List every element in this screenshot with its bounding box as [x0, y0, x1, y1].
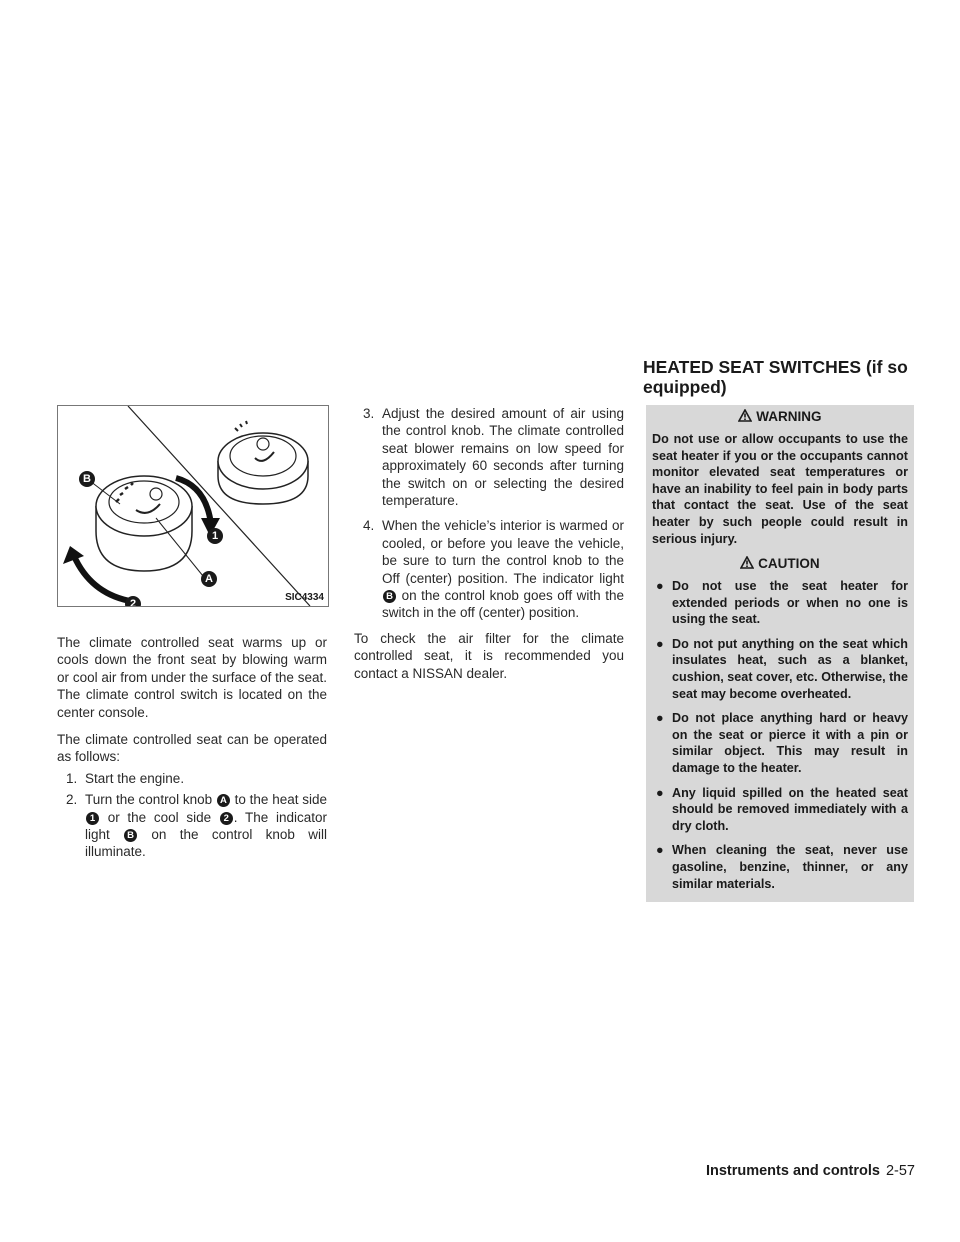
lower-knob	[96, 476, 192, 571]
warning-text: Do not use or allow occupants to use the seat heater if you or the occupants cannot monitor elevated seat temperatures or have an inability to feel pain in body parts that contact the seat. Use of the seat heater by such people could result in serious injury.	[652, 432, 908, 546]
step-1: 1. Start the engine.	[66, 770, 185, 786]
caution-item: ● Any liquid spilled on the heated seat should be removed immediately with a dry cloth.	[656, 785, 908, 833]
caution-item: ● Do not put anything on the seat which insulates heat, such as a blanket, cushion, seat cover, etc. Otherwise, the seat may become overheated.	[656, 636, 908, 701]
marker-b: B	[383, 590, 396, 603]
caution-header	[646, 552, 914, 576]
caution-item: ● Do not use the seat heater for extended periods or when no one is using the seat.	[656, 579, 908, 627]
control-knob-diagram	[58, 406, 328, 606]
intro-paragraph: The climate controlled seat warms up or cools down the front seat by blowing warm or cool air from under the surface of the seat. The climate control switch is located on the center console.	[57, 635, 327, 720]
caution-icon	[740, 556, 754, 569]
caution-item: ● Do not place anything hard or heavy on the seat or pierce it with a pin or similar object. This may result in damage to the heater.	[656, 711, 908, 775]
page-number: 2-57	[885, 1163, 915, 1179]
step-2: 2. Turn the control knob A to the heat side 1 or the cool side 2 . The indicator light B on the control knob will illuminate.	[66, 792, 327, 860]
marker-1: 1	[86, 812, 99, 825]
caution-label: CAUTION	[758, 556, 820, 571]
warning-header	[646, 405, 914, 429]
callout-b: B	[79, 471, 95, 487]
footer-section: Instruments and controls	[705, 1163, 880, 1179]
step-4: 4. When the vehicle’s interior is warmed or cooled, or before you leave the vehicle, be sure to turn the control knob to the Off (center) position. The indicator light B on the control knob goes off with the switch in the off (center) position.	[363, 518, 624, 621]
operate-paragraph: The climate controlled seat can be operated as follows:	[57, 732, 327, 765]
steps-list-left	[57, 770, 327, 861]
callout-1: 1	[207, 528, 223, 544]
warning-box	[646, 405, 914, 557]
caution-item: ● When cleaning the seat, never use gasoline, benzine, thinner, or any similar materials.	[656, 843, 908, 891]
left-column	[57, 634, 327, 865]
caution-list	[646, 576, 914, 902]
filter-paragraph: To check the air filter for the climate controlled seat, it is recommended you contact a NISSAN dealer.	[354, 630, 624, 681]
warning-label: WARNING	[756, 409, 822, 424]
callout-a: A	[201, 571, 217, 587]
callout-2: 2	[125, 596, 141, 607]
steps-list-middle	[354, 405, 624, 622]
upper-knob	[218, 421, 308, 504]
caution-box	[646, 552, 914, 902]
warning-icon	[738, 409, 752, 422]
seat-control-illustration	[57, 405, 329, 607]
middle-column	[354, 405, 624, 692]
page-footer	[706, 1163, 915, 1179]
marker-2: 2	[220, 812, 233, 825]
step-3: 3. Adjust the desired amount of air using the control knob. The climate controlled seat blower remains on low speed for approximately 60 seconds after turning the switch on or selecting the desired temperature.	[363, 406, 624, 509]
section-title: HEATED SEAT SWITCHES (if so equipped)	[643, 357, 908, 397]
marker-b: B	[124, 829, 137, 842]
marker-a: A	[217, 794, 230, 807]
figure-code: SIC4334	[285, 592, 324, 603]
